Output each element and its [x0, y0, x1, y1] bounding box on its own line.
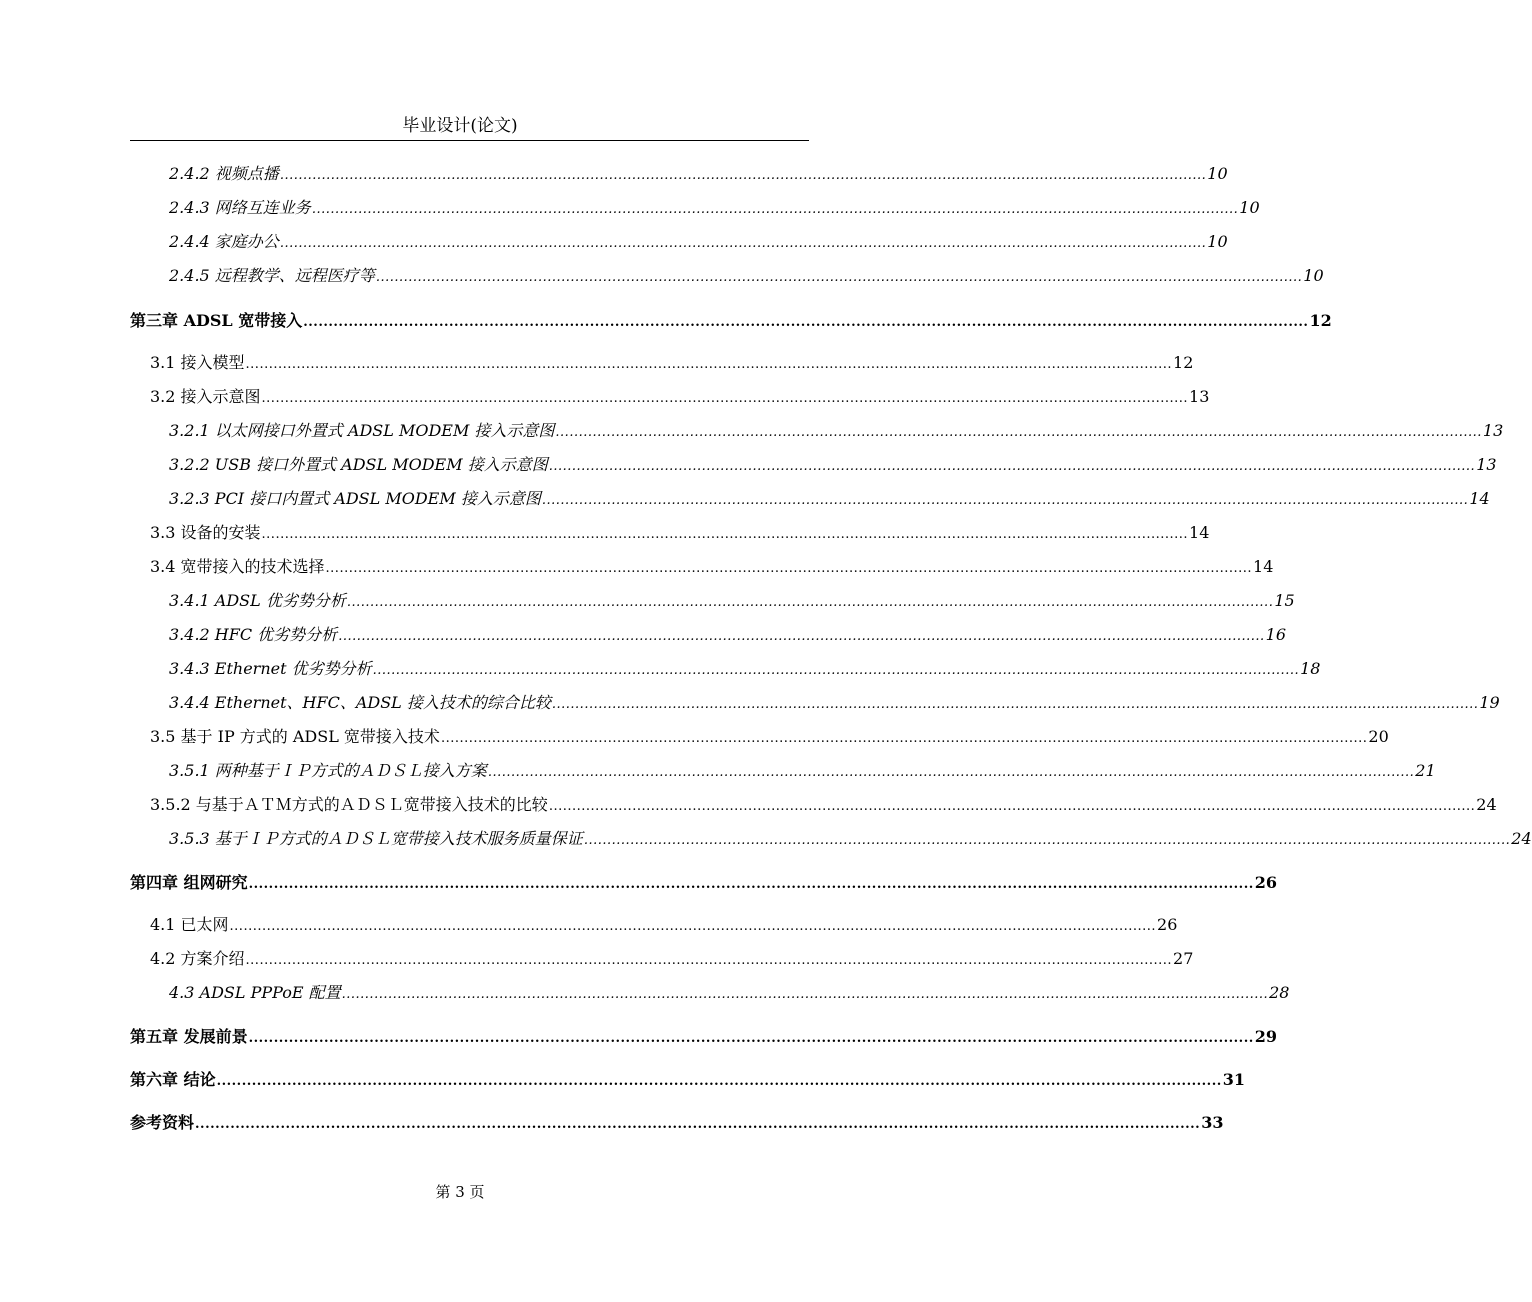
toc-entry-label: 第五章 发展前景 [130, 1027, 248, 1046]
toc-entry[interactable] [130, 310, 1332, 332]
toc-entry[interactable] [169, 590, 1295, 612]
toc-entry-page: 28 [1269, 983, 1290, 1002]
toc-entry-page: 21 [1415, 761, 1436, 780]
toc-entry-page: 14 [1469, 489, 1490, 508]
toc-leader-dots: ........................................................................................................................................................................................................ [338, 629, 1265, 644]
toc-entry-label: 2.4.2 视频点播 [169, 164, 279, 183]
toc-entry-page: 10 [1207, 164, 1228, 183]
toc-entry-label: 4.2 方案介绍 [150, 949, 245, 968]
toc-entry[interactable] [169, 982, 1290, 1004]
toc-entry-page: 26 [1157, 915, 1178, 934]
toc-leader-dots: ........................................................................................................................................................................................................ [583, 833, 1511, 848]
toc-entry[interactable] [169, 454, 1497, 476]
toc-entry-label: 3.5.1 两种基于ＩＰ方式的ＡＤＳＬ接入方案 [169, 761, 487, 780]
toc-entry-page: 13 [1189, 387, 1210, 406]
toc-entry-label: 第六章 结论 [130, 1070, 216, 1089]
toc-entry-label: 3.1 接入模型 [150, 353, 245, 372]
toc-entry-label: 3.4.1 ADSL 优劣势分析 [169, 591, 346, 610]
toc-entry-page: 10 [1303, 266, 1324, 285]
toc-entry-label: 参考资料 [130, 1113, 195, 1132]
toc-entry-page: 13 [1482, 421, 1504, 440]
toc-leader-dots: ........................................................................................................................................................................................................ [248, 877, 1254, 892]
toc-leader-dots: ........................................................................................................................................................................................................ [548, 459, 1476, 474]
toc-entry[interactable] [150, 794, 1497, 816]
toc-entry[interactable] [130, 872, 1278, 894]
toc-entry[interactable] [150, 386, 1210, 408]
toc-leader-dots: ........................................................................................................................................................................................................ [541, 493, 1469, 508]
toc-entry-page: 24 [1511, 829, 1532, 848]
toc-entry[interactable] [169, 197, 1260, 219]
toc-entry[interactable] [169, 760, 1436, 782]
toc-entry[interactable] [150, 948, 1194, 970]
toc-entry-label: 2.4.3 网络互连业务 [169, 198, 311, 217]
toc-leader-dots: ........................................................................................................................................................................................................ [551, 697, 1479, 712]
toc-entry-page: 19 [1479, 693, 1500, 712]
toc-leader-dots: ........................................................................................................................................................................................................ [248, 1031, 1254, 1046]
toc-leader-dots: ........................................................................................................................................................................................................ [261, 391, 1189, 406]
toc-entry-label: 4.1 已太网 [150, 915, 229, 934]
toc-entry-label: 2.4.5 远程教学、远程医疗等 [169, 266, 375, 285]
toc-entry[interactable] [150, 522, 1210, 544]
toc-entry-page: 10 [1207, 232, 1228, 251]
toc-entry[interactable] [169, 265, 1324, 287]
toc-entry-label: 4.3 ADSL PPPoE 配置 [169, 983, 341, 1002]
toc-entry[interactable] [169, 488, 1490, 510]
toc-entry-page: 26 [1254, 873, 1278, 892]
toc-leader-dots: ........................................................................................................................................................................................................ [279, 168, 1207, 183]
toc-entry-label: 3.5.2 与基于ＡＴＭ方式的ＡＤＳＬ宽带接入技术的比较 [150, 795, 548, 814]
toc-entry-label: 3.4.4 Ethernet、HFC、ADSL 接入技术的综合比较 [169, 693, 551, 712]
toc-leader-dots: ........................................................................................................................................................................................................ [303, 315, 1309, 330]
toc-leader-dots: ........................................................................................................................................................................................................ [341, 987, 1269, 1002]
toc-entry-page: 20 [1368, 727, 1389, 746]
toc-entry-label: 2.4.4 家庭办公 [169, 232, 279, 251]
toc-entry-page: 24 [1476, 795, 1497, 814]
toc-entry-page: 16 [1265, 625, 1287, 644]
toc-entry-page: 18 [1300, 659, 1321, 678]
toc-entry-label: 3.5 基于 IP 方式的 ADSL 宽带接入技术 [150, 727, 440, 746]
toc-leader-dots: ........................................................................................................................................................................................................ [229, 919, 1157, 934]
toc-leader-dots: ........................................................................................................................................................................................................ [279, 236, 1207, 251]
toc-leader-dots: ........................................................................................................................................................................................................ [440, 731, 1368, 746]
toc-entry-page: 27 [1173, 949, 1194, 968]
toc-entry-page: 13 [1476, 455, 1497, 474]
toc-leader-dots: ........................................................................................................................................................................................................ [245, 953, 1173, 968]
toc-entry[interactable] [130, 1112, 1224, 1134]
toc-entry[interactable] [169, 828, 1532, 850]
toc-leader-dots: ........................................................................................................................................................................................................ [487, 765, 1415, 780]
toc-entry[interactable] [169, 692, 1500, 714]
toc-entry[interactable] [130, 1026, 1278, 1048]
toc-entry-label: 3.5.3 基于ＩＰ方式的ＡＤＳＬ宽带接入技术服务质量保证 [169, 829, 583, 848]
toc-entry-page: 14 [1253, 557, 1274, 576]
toc-leader-dots: ........................................................................................................................................................................................................ [261, 527, 1189, 542]
toc-entry-page: 33 [1201, 1113, 1224, 1132]
toc-leader-dots: ........................................................................................................................................................................................................ [195, 1117, 1201, 1132]
toc-entry[interactable] [169, 420, 1504, 442]
toc-entry[interactable] [150, 914, 1178, 936]
toc-leader-dots: ........................................................................................................................................................................................................ [325, 561, 1253, 576]
toc-entry-page: 14 [1189, 523, 1210, 542]
toc-leader-dots: ........................................................................................................................................................................................................ [375, 270, 1303, 285]
toc-entry-page: 31 [1222, 1070, 1246, 1089]
toc-entry-page: 15 [1274, 591, 1295, 610]
toc-leader-dots: ........................................................................................................................................................................................................ [555, 425, 1482, 440]
toc-entry-label: 第四章 组网研究 [130, 873, 248, 892]
toc-entry-label: 3.4.2 HFC 优劣势分析 [169, 625, 338, 644]
toc-entry[interactable] [169, 624, 1287, 646]
toc-entry[interactable] [169, 658, 1321, 680]
toc-entry-label: 3.4 宽带接入的技术选择 [150, 557, 325, 576]
toc-entry-label: 3.4.3 Ethernet 优劣势分析 [169, 659, 372, 678]
toc-entry[interactable] [169, 231, 1228, 253]
toc-leader-dots: ........................................................................................................................................................................................................ [372, 663, 1300, 678]
toc-entry-label: 3.2.3 PCI 接口内置式 ADSL MODEM 接入示意图 [169, 489, 541, 508]
toc-leader-dots: ........................................................................................................................................................................................................ [216, 1074, 1222, 1089]
toc-entry-label: 3.2.1 以太网接口外置式 ADSL MODEM 接入示意图 [169, 421, 555, 440]
toc-entry-label: 第三章 ADSL 宽带接入 [130, 311, 303, 330]
toc-entry-label: 3.2 接入示意图 [150, 387, 261, 406]
toc-entry-page: 29 [1254, 1027, 1278, 1046]
toc-entry-page: 12 [1173, 353, 1194, 372]
toc-leader-dots: ........................................................................................................................................................................................................ [548, 799, 1476, 814]
toc-entry[interactable] [130, 1069, 1246, 1091]
toc-entry[interactable] [169, 163, 1228, 185]
toc-entry-page: 12 [1309, 311, 1332, 330]
toc-entry-label: 3.2.2 USB 接口外置式 ADSL MODEM 接入示意图 [169, 455, 548, 474]
toc-leader-dots: ........................................................................................................................................................................................................ [245, 357, 1173, 372]
toc-entry-label: 3.3 设备的安装 [150, 523, 261, 542]
toc-entry-page: 10 [1239, 198, 1260, 217]
page-header-title: 毕业设计(论文) [402, 116, 518, 136]
toc-entry[interactable] [150, 352, 1194, 374]
toc-entry[interactable] [150, 726, 1389, 748]
toc-entry[interactable] [150, 556, 1274, 578]
page-number: 第 3 页 [435, 1183, 485, 1201]
toc-leader-dots: ........................................................................................................................................................................................................ [346, 595, 1274, 610]
toc-leader-dots: ........................................................................................................................................................................................................ [311, 202, 1239, 217]
